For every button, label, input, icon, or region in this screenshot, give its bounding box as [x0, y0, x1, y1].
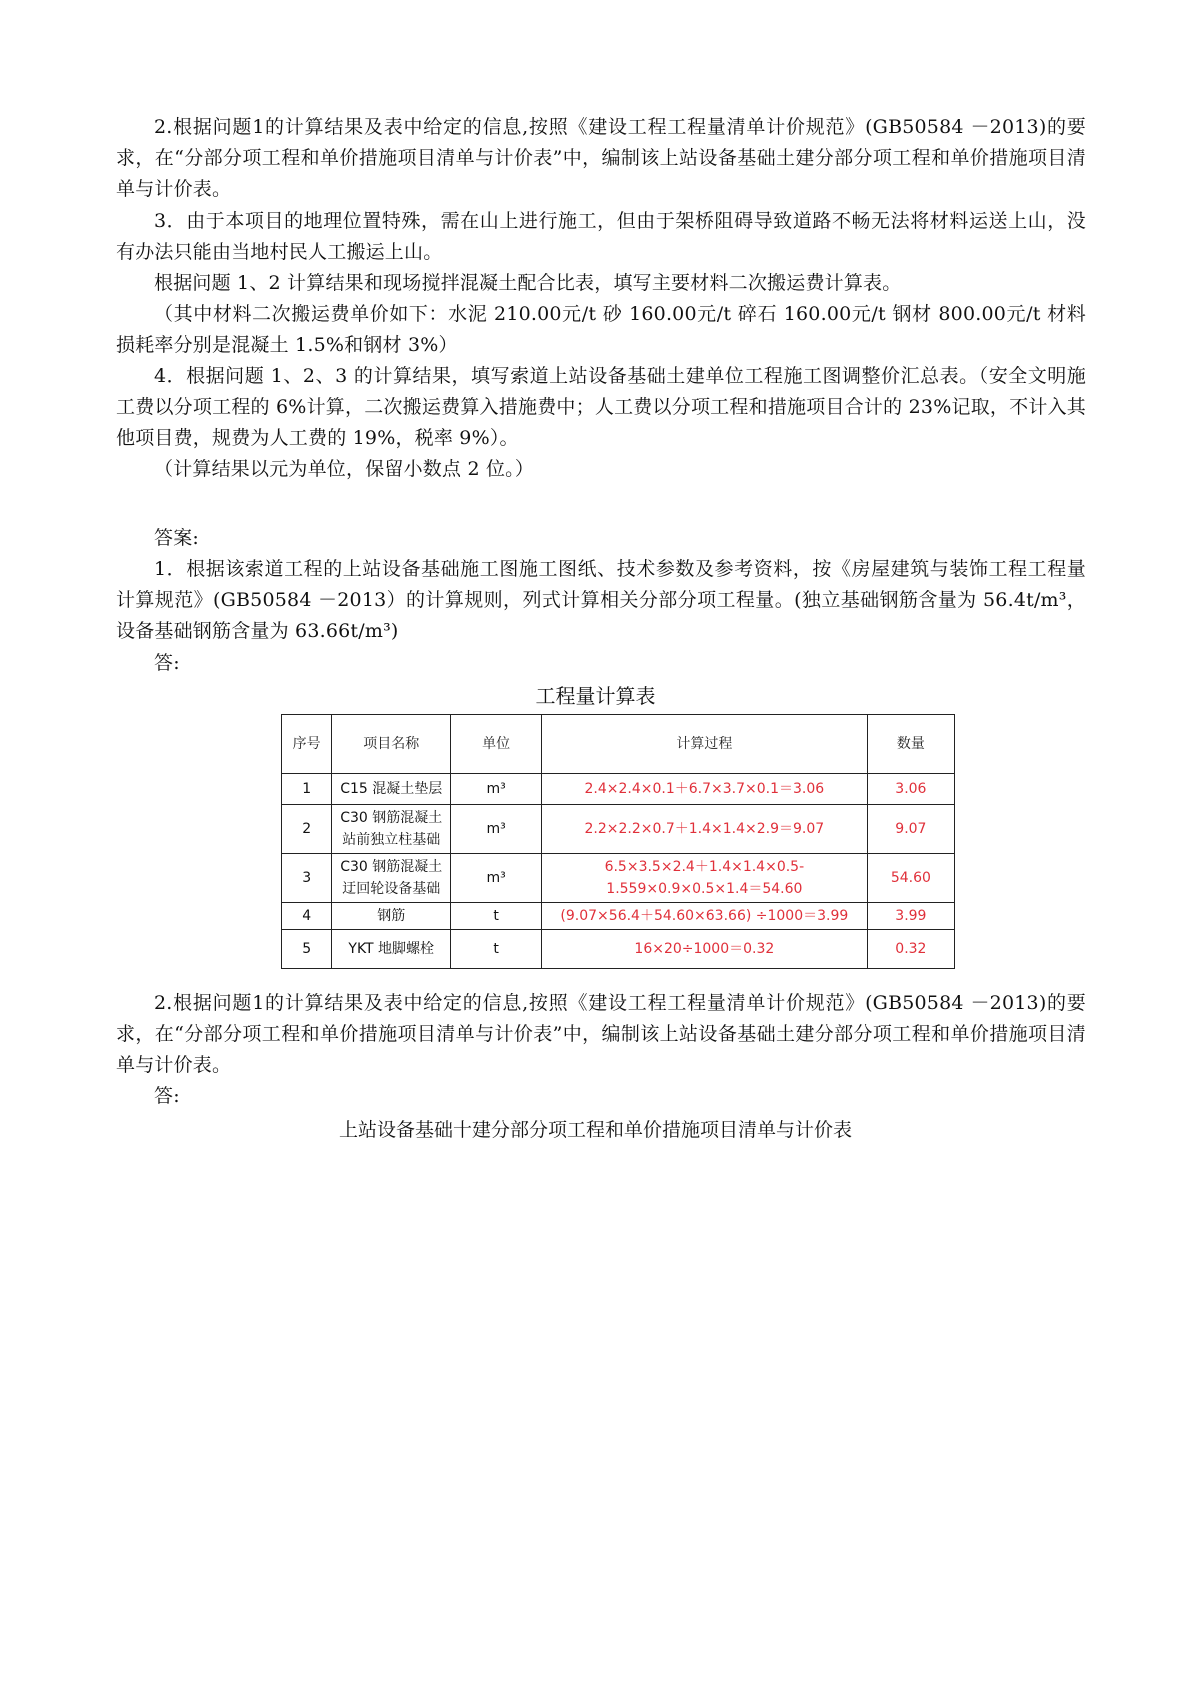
table-row: [282, 930, 955, 969]
cell-name: YKT 地脚螺栓: [332, 930, 451, 969]
answer-heading: 答案:: [154, 527, 200, 549]
cell-quantity: 3.99: [867, 903, 954, 930]
pricing-table-title: 上站设备基础十建分部分项工程和单价措施项目清单与计价表: [338, 1119, 852, 1141]
cell-process: 6.5×3.5×2.4＋1.4×1.4×0.5-1.559×0.9×0.5×1.4＝54.60: [541, 854, 867, 903]
header-name: 项目名称: [332, 715, 451, 774]
cell-unit: t: [451, 903, 542, 930]
cell-process: (9.07×56.4＋54.60×63.66) ÷1000＝3.99: [541, 903, 867, 930]
header-process: 计算过程: [541, 715, 867, 774]
cell-name: C30 钢筋混凝土迂回轮设备基础: [332, 854, 451, 903]
answer-2-label: 答:: [154, 1085, 180, 1107]
table-header-row: [282, 715, 955, 774]
paragraph-question-3: 3．由于本项目的地理位置特殊，需在山上进行施工，但由于架桥阻碍导致道路不畅无法将材料运送上山，没有办法只能由当地村民人工搬运上山。: [116, 210, 1086, 263]
table-row: [282, 805, 955, 854]
cell-seq: 2: [282, 805, 332, 854]
cell-name: 钢筋: [332, 903, 451, 930]
cell-unit: m³: [451, 805, 542, 854]
header-seq: 序号: [282, 715, 332, 774]
cell-quantity: 9.07: [867, 805, 954, 854]
table-row: [282, 903, 955, 930]
quantity-calculation-table: [281, 714, 955, 969]
cell-name: C30 钢筋混凝土站前独立柱基础: [332, 805, 451, 854]
paragraph-question-3-instruction: 根据问题 1、2 计算结果和现场搅拌混凝土配合比表，填写主要材料二次搬运费计算表。: [154, 272, 902, 294]
header-unit: 单位: [451, 715, 542, 774]
cell-unit: t: [451, 930, 542, 969]
cell-process: 2.4×2.4×0.1＋6.7×3.7×0.1＝3.06: [541, 774, 867, 805]
cell-seq: 3: [282, 854, 332, 903]
cell-unit: m³: [451, 854, 542, 903]
cell-quantity: 0.32: [867, 930, 954, 969]
quantity-table-title: 工程量计算表: [535, 684, 656, 708]
cell-seq: 1: [282, 774, 332, 805]
paragraph-answer-1: 1．根据该索道工程的上站设备基础施工图施工图纸、技术参数及参考资料，按《房屋建筑与装饰工程工程量计算规范》(GB50584 －2013）的计算规则，列式计算相关分部分项工程量。(独立基础钢筋含量为 56.4t/m³，设备基础钢筋含量为 63.66t/m³): [116, 558, 1086, 642]
cell-seq: 5: [282, 930, 332, 969]
paragraph-question-2: 2.根据问题1的计算结果及表中给定的信息,按照《建设工程工程量清单计价规范》(GB50584 －2013)的要求，在“分部分项工程和单价措施项目清单与计价表”中，编制该上站设备基础土建分部分项工程和单价措施项目清单与计价表。: [116, 116, 1086, 200]
cell-process: 2.2×2.2×0.7＋1.4×1.4×2.9＝9.07: [541, 805, 867, 854]
cell-quantity: 54.60: [867, 854, 954, 903]
table-row: [282, 854, 955, 903]
paragraph-question-2-repeat: 2.根据问题1的计算结果及表中给定的信息,按照《建设工程工程量清单计价规范》(GB50584 －2013)的要求，在“分部分项工程和单价措施项目清单与计价表”中，编制该上站设备基础土建分部分项工程和单价措施项目清单与计价表。: [116, 992, 1086, 1076]
cell-unit: m³: [451, 774, 542, 805]
cell-seq: 4: [282, 903, 332, 930]
paragraph-question-3-prices: （其中材料二次搬运费单价如下：水泥 210.00元/t 砂 160.00元/t 碎石 160.00元/t 钢材 800.00元/t 材料损耗率分别是混凝土 1.5%和钢材 3%）: [116, 303, 1086, 356]
table-row: [282, 774, 955, 805]
paragraph-question-4: 4．根据问题 1、2、3 的计算结果，填写索道上站设备基础土建单位工程施工图调整价汇总表。（安全文明施工费以分项工程的 6%计算，二次搬运费算入措施费中；人工费以分项工程和措施项目合计的 23%记取，不计入其他项目费，规费为人工费的 19%，税率 9%）。: [116, 365, 1086, 449]
cell-name: C15 混凝土垫层: [332, 774, 451, 805]
answer-1-label: 答:: [154, 652, 180, 674]
cell-quantity: 3.06: [867, 774, 954, 805]
paragraph-rounding-note: （计算结果以元为单位，保留小数点 2 位。）: [154, 458, 535, 480]
cell-process: 16×20÷1000＝0.32: [541, 930, 867, 969]
header-quantity: 数量: [867, 715, 954, 774]
